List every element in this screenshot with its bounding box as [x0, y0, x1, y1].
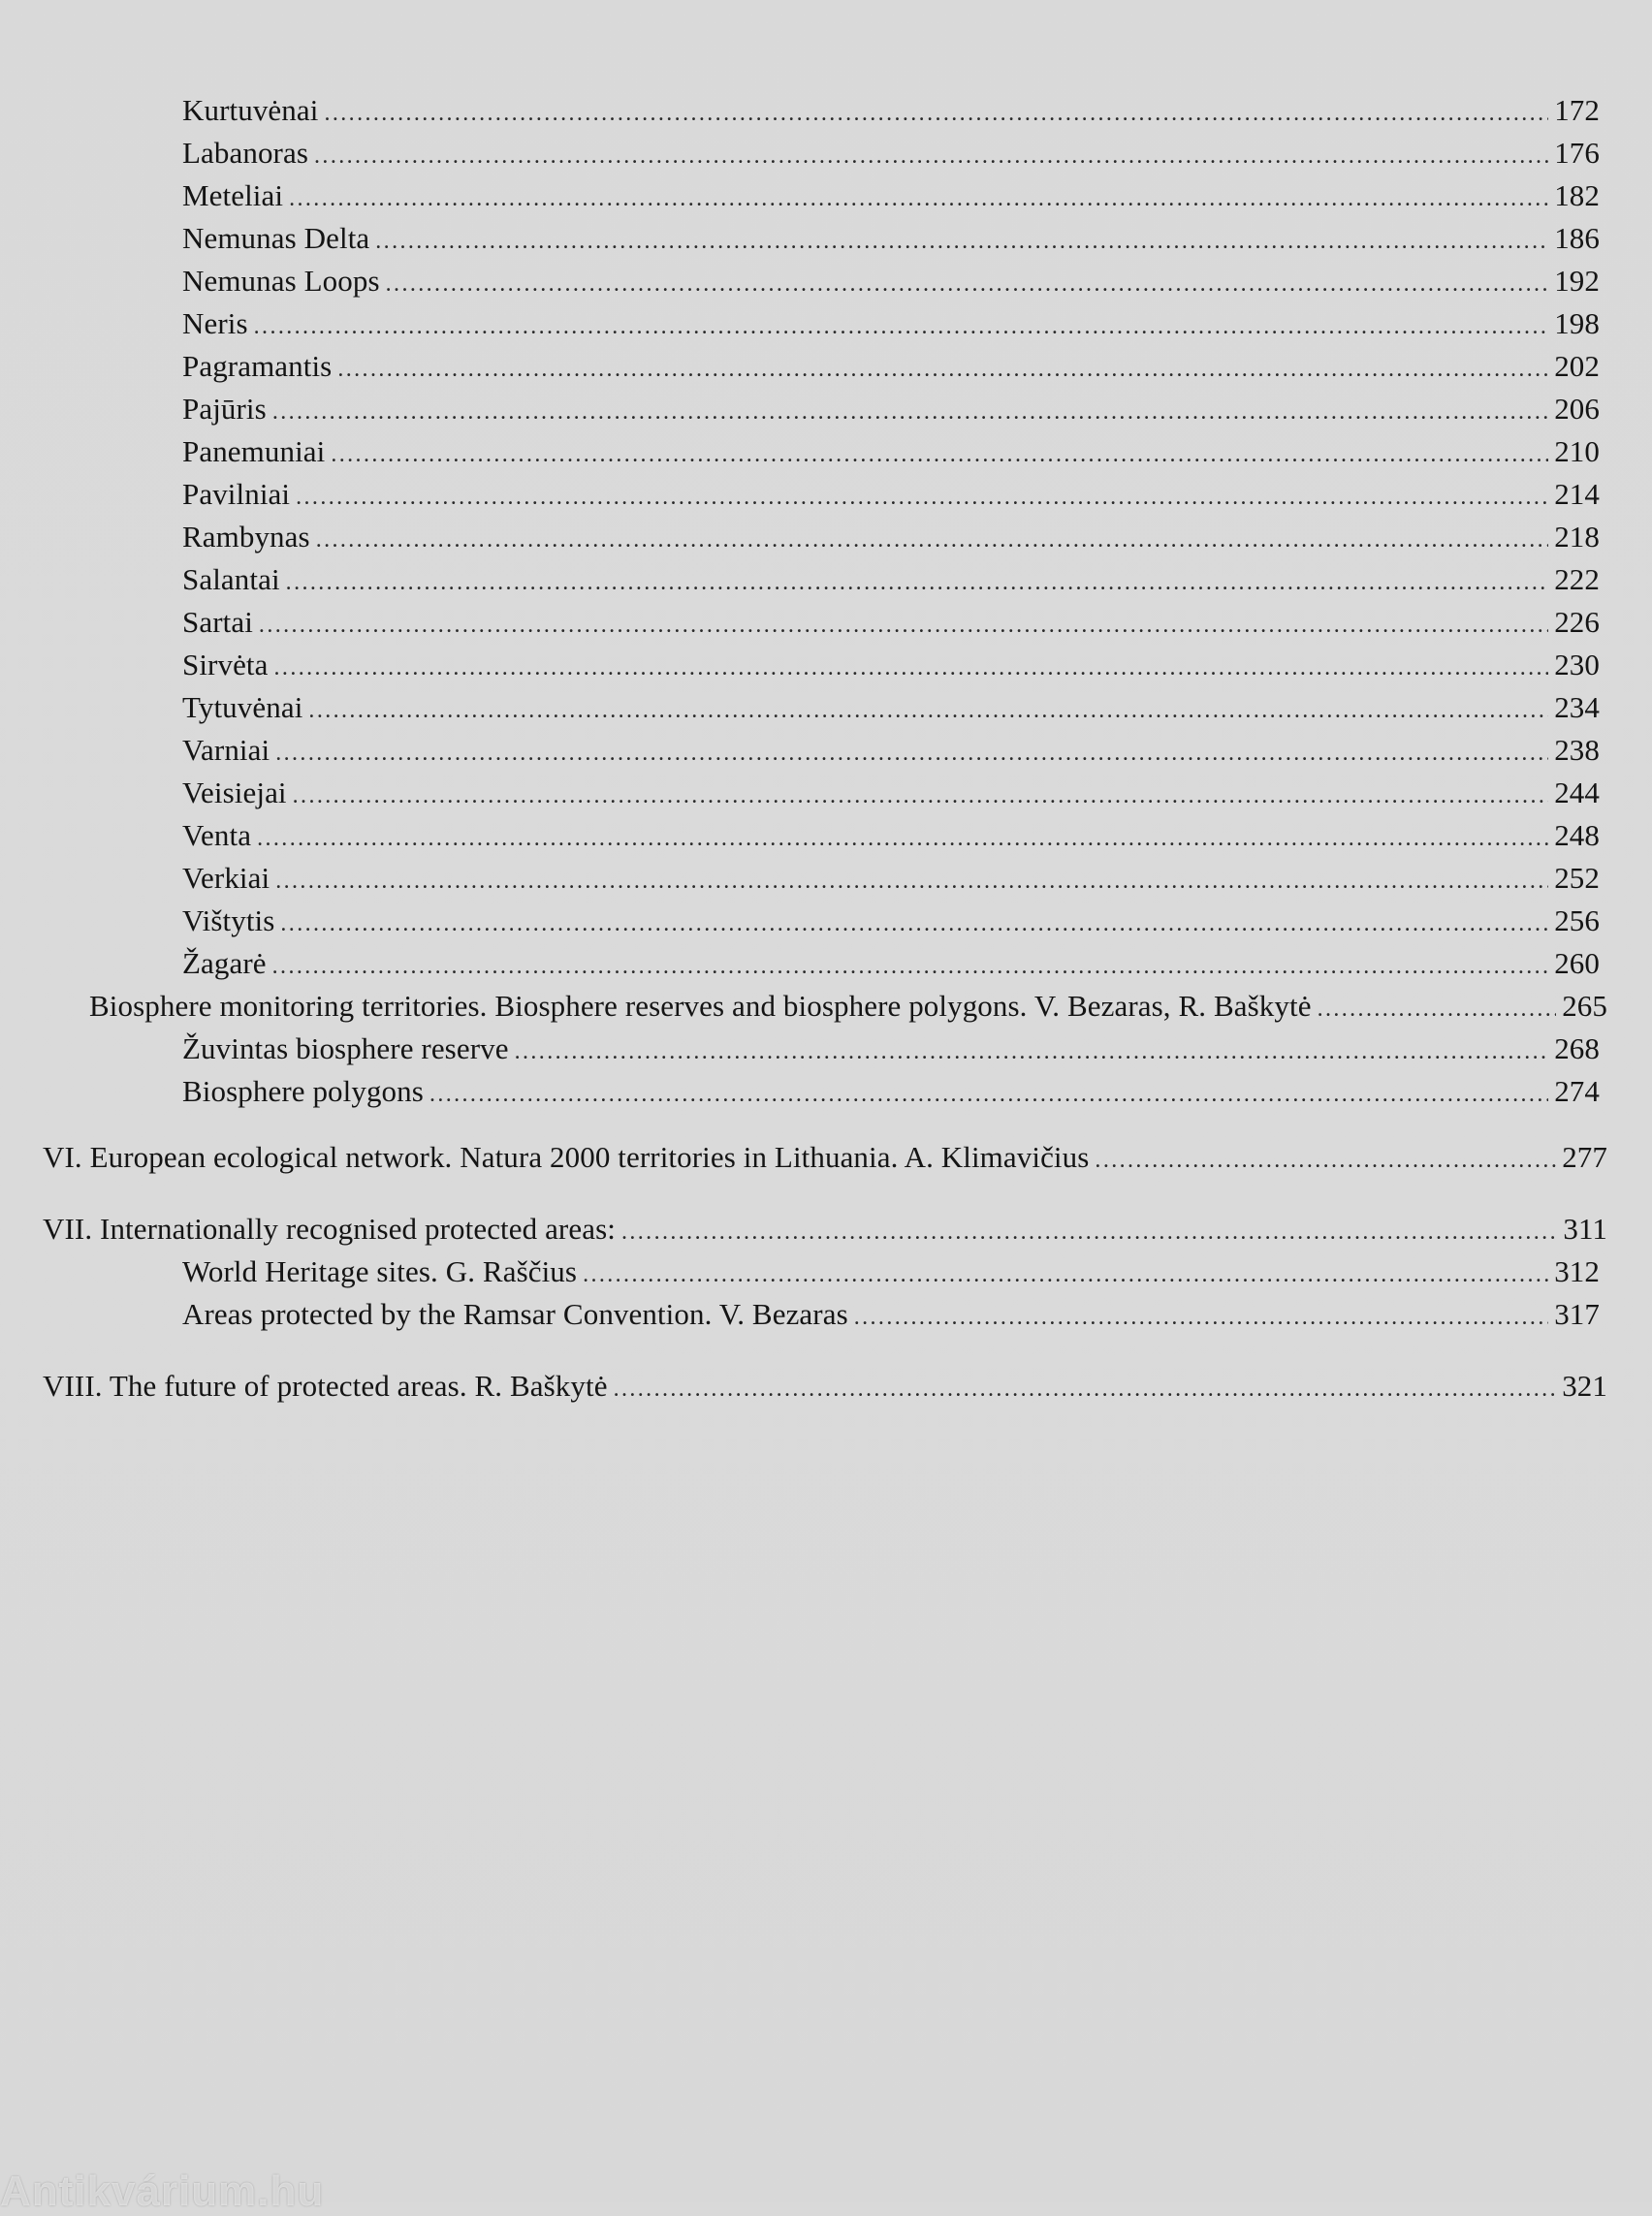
toc-entry-page: 234 — [1554, 690, 1600, 724]
toc-entry-kurtuvenai[interactable] — [182, 89, 1600, 132]
toc-entry-title: Pajūris — [182, 392, 267, 426]
toc-entry-veisiejai[interactable] — [182, 772, 1600, 814]
toc-entry-page: 265 — [1562, 989, 1607, 1023]
toc-entry-title: Panemuniai — [182, 434, 326, 468]
toc-entry-world-heritage[interactable] — [182, 1250, 1600, 1293]
toc-entry-title: Labanoras — [182, 136, 309, 170]
dot-leader — [289, 177, 1548, 220]
toc-entry-pavilniai[interactable] — [182, 473, 1600, 516]
toc-entry-title: VII. Internationally recognised protected areas: — [43, 1212, 616, 1246]
toc-entry-title: Pavilniai — [182, 477, 291, 511]
toc-entry-verkiai[interactable] — [182, 857, 1600, 900]
toc-entry-panemuniai[interactable] — [182, 430, 1600, 473]
toc-entry-title: Biosphere polygons — [182, 1074, 424, 1108]
toc-chapter-vii[interactable] — [43, 1208, 1607, 1250]
toc-entry-page: 202 — [1554, 349, 1600, 383]
dot-leader — [280, 902, 1548, 945]
dot-leader — [257, 817, 1548, 860]
toc-entry-pagramantis[interactable] — [182, 345, 1600, 388]
toc-entry-salantai[interactable] — [182, 558, 1600, 601]
toc-entry-title: Veisiejai — [182, 776, 287, 809]
toc-entry-page: 252 — [1554, 861, 1600, 895]
toc-entry-page: 186 — [1554, 221, 1600, 255]
dot-leader — [275, 732, 1548, 775]
toc-entry-zagare[interactable] — [182, 942, 1600, 985]
toc-entry-page: 311 — [1563, 1212, 1607, 1246]
toc-entry-nemunas-delta[interactable] — [182, 217, 1600, 260]
dot-leader — [259, 604, 1548, 647]
dot-leader — [274, 647, 1549, 689]
dot-leader — [1095, 1139, 1556, 1182]
dot-leader — [293, 775, 1549, 817]
toc-entry-title: Nemunas Delta — [182, 221, 370, 255]
toc-entry-title: Kurtuvėnai — [182, 93, 319, 127]
toc-entry-title: Tytuvėnai — [182, 690, 303, 724]
toc-entry-title: Rambynas — [182, 520, 310, 554]
dot-leader — [386, 263, 1549, 305]
toc-entry-page: 206 — [1554, 392, 1600, 426]
toc-entry-page: 210 — [1554, 434, 1600, 468]
toc-entry-meteliai[interactable] — [182, 174, 1600, 217]
toc-entry-rambynas[interactable] — [182, 516, 1600, 558]
toc-entry-page: 192 — [1554, 264, 1600, 298]
toc-entry-title: Sartai — [182, 605, 253, 639]
watermark: Antikvárium.hu — [0, 2168, 325, 2215]
dot-leader — [583, 1253, 1548, 1296]
dot-leader — [286, 561, 1549, 604]
toc-entry-page: 182 — [1554, 178, 1600, 212]
toc-entry-page: 238 — [1554, 733, 1600, 767]
dot-leader — [324, 92, 1548, 135]
toc-entry-title: Neris — [182, 306, 248, 340]
toc-entry-pajuris[interactable] — [182, 388, 1600, 430]
toc-entry-ramsar[interactable] — [182, 1293, 1600, 1336]
toc-entry-page: 317 — [1554, 1297, 1600, 1331]
toc-entry-title: VIII. The future of protected areas. R. Baškytė — [43, 1369, 608, 1403]
toc-entry-page: 277 — [1562, 1140, 1607, 1174]
dot-leader — [854, 1296, 1548, 1339]
toc-entry-varniai[interactable] — [182, 729, 1600, 772]
toc-entry-title: World Heritage sites. G. Raščius — [182, 1254, 578, 1288]
dot-leader — [296, 476, 1548, 519]
dot-leader — [515, 1030, 1549, 1073]
toc-entry-page: 222 — [1554, 562, 1600, 596]
toc-entry-page: 230 — [1554, 648, 1600, 681]
toc-entry-title: Verkiai — [182, 861, 270, 895]
toc-entry-title: Nemunas Loops — [182, 264, 380, 298]
dot-leader — [275, 860, 1548, 902]
dot-leader — [254, 305, 1549, 348]
toc-entry-page: 312 — [1554, 1254, 1600, 1288]
dot-leader — [272, 391, 1548, 433]
toc-entry-page: 214 — [1554, 477, 1600, 511]
toc-entry-title: Areas protected by the Ramsar Convention. V. Bezaras — [182, 1297, 848, 1331]
toc-entry-title: Meteliai — [182, 178, 284, 212]
dot-leader — [429, 1073, 1548, 1116]
toc-entry-neris[interactable] — [182, 302, 1600, 345]
dot-leader — [314, 135, 1548, 177]
dot-leader — [1318, 988, 1557, 1030]
toc-entry-title: Varniai — [182, 733, 270, 767]
toc-entry-biosphere-polygons[interactable] — [182, 1070, 1600, 1113]
dot-leader — [621, 1211, 1557, 1253]
toc-entry-page: 274 — [1554, 1074, 1600, 1108]
dot-leader — [308, 689, 1548, 732]
toc-entry-title: VI. European ecological network. Natura 2000 territories in Lithuania. A. Klimavičius — [43, 1140, 1090, 1174]
toc-entry-biosphere-monitoring[interactable] — [89, 985, 1607, 1028]
toc-entry-title: Pagramantis — [182, 349, 333, 383]
toc-entry-labanoras[interactable] — [182, 132, 1600, 174]
dot-leader — [331, 433, 1548, 476]
toc-chapter-vi[interactable] — [43, 1136, 1607, 1179]
toc-entry-zuvintas[interactable] — [182, 1028, 1600, 1070]
toc-entry-page: 226 — [1554, 605, 1600, 639]
toc-entry-page: 260 — [1554, 946, 1600, 980]
toc-entry-title: Biosphere monitoring territories. Biosphere reserves and biosphere polygons. V. Bezaras, R. Baškytė — [89, 989, 1312, 1023]
toc-entry-title: Žagarė — [182, 946, 267, 980]
toc-entry-page: 321 — [1562, 1369, 1607, 1403]
dot-leader — [272, 945, 1549, 988]
toc-entry-sartai[interactable] — [182, 601, 1600, 644]
toc-entry-vistytis[interactable] — [182, 900, 1600, 942]
toc-entry-page: 268 — [1554, 1031, 1600, 1065]
toc-entry-title: Venta — [182, 818, 252, 852]
toc-entry-page: 256 — [1554, 903, 1600, 937]
dot-leader — [614, 1368, 1557, 1410]
toc-entry-title: Vištytis — [182, 903, 275, 937]
toc-entry-page: 198 — [1554, 306, 1600, 340]
toc-entry-tytuvenai[interactable] — [182, 686, 1600, 729]
toc-entry-page: 248 — [1554, 818, 1600, 852]
toc-entry-page: 172 — [1554, 93, 1600, 127]
toc-entry-page: 218 — [1554, 520, 1600, 554]
toc-entry-title: Salantai — [182, 562, 280, 596]
toc-entry-page: 244 — [1554, 776, 1600, 809]
toc-entry-title: Žuvintas biosphere reserve — [182, 1031, 509, 1065]
toc-entry-nemunas-loops[interactable] — [182, 260, 1600, 302]
dot-leader — [316, 519, 1549, 561]
toc-chapter-viii[interactable] — [43, 1365, 1607, 1408]
dot-leader — [375, 220, 1548, 263]
toc-entry-venta[interactable] — [182, 814, 1600, 857]
toc-entry-sirveta[interactable] — [182, 644, 1600, 686]
toc-entry-title: Sirvėta — [182, 648, 269, 681]
toc-entry-page: 176 — [1554, 136, 1600, 170]
dot-leader — [337, 348, 1548, 391]
